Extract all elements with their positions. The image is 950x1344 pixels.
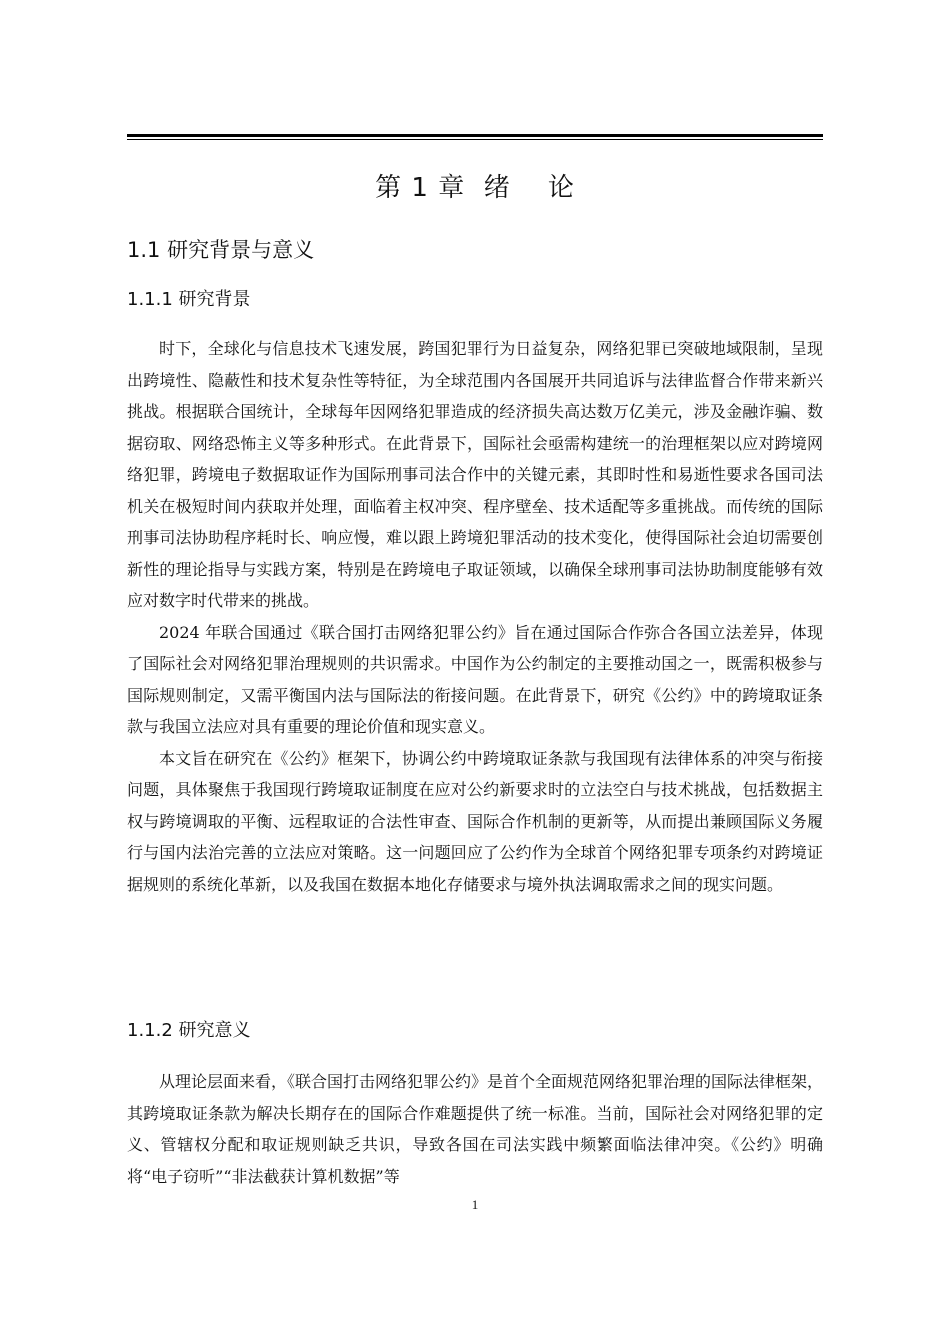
header-rule-thin: [127, 139, 823, 140]
subsection-heading-significance: 1.1.2 研究意义: [127, 1020, 251, 1041]
page-number: 1: [471, 1197, 479, 1212]
significance-body: [127, 1066, 823, 1192]
chapter-title: 第 1 章 绪 论: [375, 173, 575, 203]
header-rule-thick: [127, 134, 823, 137]
paragraph: 本文旨在研究在《公约》框架下，协调公约中跨境取证条款与我国现有法律体系的冲突与衔接问题，具体聚焦于我国现行跨境取证制度在应对公约新要求时的立法空白与技术挑战，包括数据主权与跨境调取的平衡、远程取证的合法性审查、国际合作机制的更新等，从而提出兼顾国际义务履行与国内法治完善的立法应对策略。这一问题回应了公约作为全球首个网络犯罪专项条约对跨境证据规则的系统化革新，以及我国在数据本地化存储要求与境外执法调取需求之间的现实问题。: [127, 748, 823, 894]
background-body: [127, 333, 823, 900]
paragraph: 从理论层面来看，《联合国打击网络犯罪公约》是首个全面规范网络犯罪治理的国际法律框架，其跨境取证条款为解决长期存在的国际合作难题提供了统一标准。当前，国际社会对网络犯罪的定义、管辖权分配和取证规则缺乏共识，导致各国在司法实践中频繁面临法律冲突。《公约》明确将“电子窃听”“非法截获计算机数据”等: [127, 1072, 824, 1186]
paragraph: 2024 年联合国通过《联合国打击网络犯罪公约》旨在通过国际合作弥合各国立法差异，体现了国际社会对网络犯罪治理规则的共识需求。中国作为公约制定的主要推动国之一，既需积极参与国际规则制定，又需平衡国内法与国际法的衔接问题。在此背景下，研究《公约》中的跨境取证条款与我国立法应对具有重要的理论价值和现实意义。: [127, 622, 823, 736]
paragraph: 时下，全球化与信息技术飞速发展，跨国犯罪行为日益复杂，网络犯罪已突破地域限制，呈现出跨境性、隐蔽性和技术复杂性等特征，为全球范围内各国展开共同追诉与法律监督合作带来新兴挑战。根据联合国统计，全球每年因网络犯罪造成的经济损失高达数万亿美元，涉及金融诈骗、数据窃取、网络恐怖主义等多种形式。在此背景下，国际社会亟需构建统一的治理框架以应对跨境网络犯罪，跨境电子数据取证作为国际刑事司法合作中的关键元素，其即时性和易逝性要求各国司法机关在极短时间内获取并处理，面临着主权冲突、程序壁垒、技术适配等多重挑战。而传统的国际刑事司法协助程序耗时长、响应慢，难以跟上跨境犯罪活动的技术变化，使得国际社会迫切需要创新性的理论指导与实践方案，特别是在跨境电子取证领域，以确保全球刑事司法协助制度能够有效应对数字时代带来的挑战。: [127, 339, 823, 610]
subsection-heading-background: 1.1.1 研究背景: [127, 289, 251, 310]
section-heading: 1.1 研究背景与意义: [127, 238, 315, 262]
